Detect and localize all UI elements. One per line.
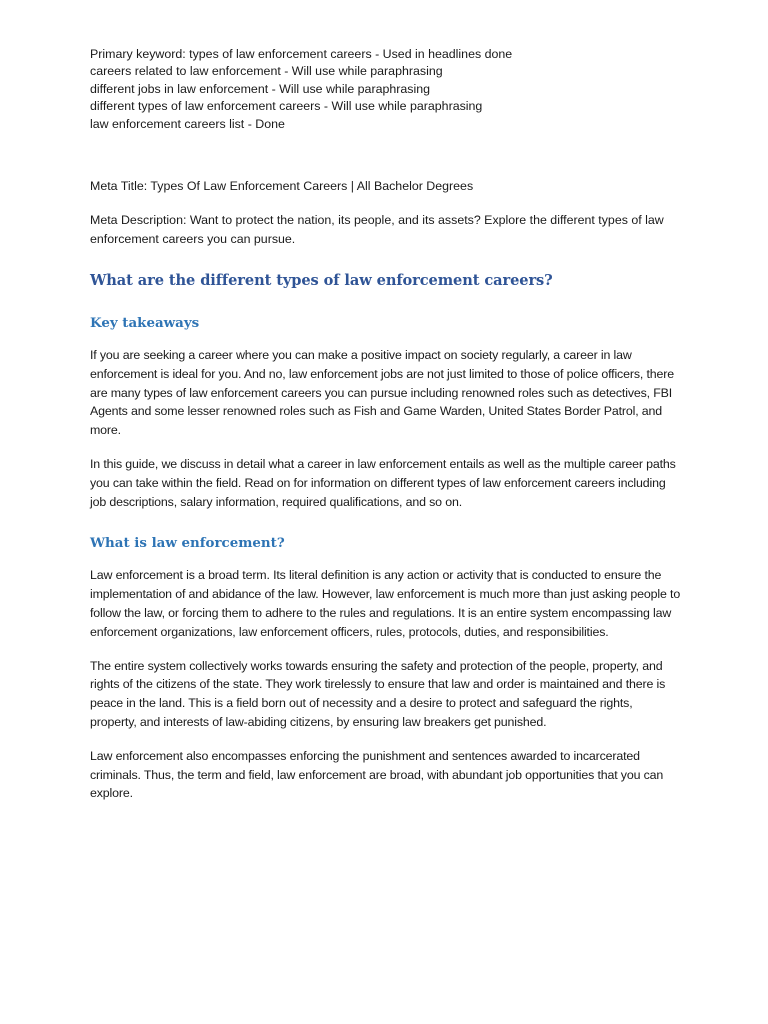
keyword-line: different jobs in law enforcement - Will use while paraphrasing (90, 81, 430, 96)
meta-title: Meta Title: Types Of Law Enforcement Careers | All Bachelor Degrees (90, 179, 474, 194)
keyword-line: careers related to law enforcement - Will use while paraphrasing (90, 64, 443, 79)
keyword-line: different types of law enforcement careers - Will use while paraphrasing (90, 99, 483, 114)
keyword-line-primary: Primary keyword: types of law enforcement careers - Used in headlines done (90, 47, 513, 61)
section-heading-what-is-law-enforcement: What is law enforcement? (90, 535, 285, 552)
section-heading-key-takeaways: Key takeaways (90, 315, 200, 332)
keyword-list (90, 46, 682, 133)
paragraph: Law enforcement is a broad term. Its literal definition is any action or activity that is conducted to ensure the implementation of and abidance of the law. However, law enforcement is much more than just asking people to follow the law, or forcing them to adhere to the rules and regulations. It is an entire system encompassing law enforcement organizations, law enforcement officers, rules, protocols, duties, and responsibilities. (90, 568, 681, 639)
keyword-line: law enforcement careers list - Done (90, 116, 285, 131)
paragraph: If you are seeking a career where you can make a positive impact on society regularly, a career in law enforcement is ideal for you. And no, law enforcement jobs are not just limited to those of police officers, there are many types of law enforcement careers you can pursue including renowned roles such as detectives, FBI Agents and some lesser renowned roles such as Fish and Game Warden, United States Border Patrol, and more. (90, 348, 674, 438)
paragraph: The entire system collectively works towards ensuring the safety and protection of the people, property, and rights of the citizens of the state. They work tirelessly to ensure that law and order is maintained and there is peace in the land. This is a field born out of necessity and a desire to protect and safeguard the rights, property, and interests of law-abiding citizens, by ensuring law breakers get punished. (90, 658, 666, 729)
document-page (90, 46, 682, 803)
paragraph: Law enforcement also encompasses enforcing the punishment and sentences awarded to incarcerated criminals. Thus, the term and field, law enforcement are broad, with abundant job opportunities that you can explore. (90, 748, 664, 801)
paragraph: In this guide, we discuss in detail what a career in law enforcement entails as well as the multiple career paths you can take within the field. Read on for information on different types of law enforcement careers including job descriptions, salary information, required qualifications, and so on. (90, 457, 676, 509)
meta-description: Meta Description: Want to protect the nation, its people, and its assets? Explore the different types of law enforcement careers you can pursue. (90, 213, 664, 246)
main-heading: What are the different types of law enforcement careers? (90, 272, 553, 290)
